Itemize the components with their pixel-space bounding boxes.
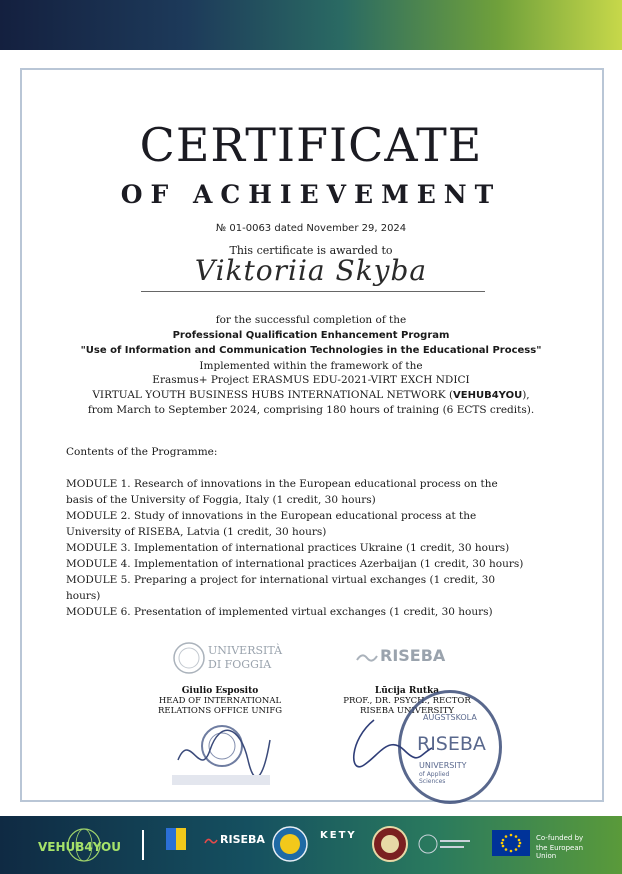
left-signatory-title-2: RELATIONS OFFICE UNIFG (157, 706, 283, 716)
footer-divider (142, 830, 144, 860)
riseba-wave-icon (356, 650, 378, 664)
right-signatory-name: Lūcija Rutka (374, 686, 440, 696)
module-item: MODULE 1. Research of innovations in the European educational process on the basis of the University of Foggia, Italy (1 credit, 30 hours) (66, 478, 498, 506)
riseba-footer-wave-icon (204, 836, 218, 846)
foggia-logo (172, 641, 283, 675)
program-name: "Use of Information and Communication Technologies in the Educational Process" (80, 345, 542, 356)
certificate-subtitle: OF ACHIEVEMENT (120, 180, 502, 209)
stamp-sub-3: Sciences (419, 778, 446, 785)
awarded-line: This certificate is awarded to (229, 244, 393, 257)
right-signatory-title-1: PROF., DR. PSYCH., RECTOR (343, 696, 471, 706)
foggia-logo-line1: UNIVERSITÀ (208, 644, 283, 657)
vehub4you-logo (38, 826, 130, 864)
left-signatory (140, 686, 300, 716)
body-line-7: from March to September 2024, comprising 180 hours of training (6 ECTS credits). (87, 404, 535, 416)
footer-logo-vehub: VEHUB4YOU (38, 840, 121, 854)
rector-signature (344, 710, 434, 780)
riseba-logo (356, 646, 456, 670)
foggia-stamp-signature (170, 720, 280, 792)
stamp-top-text: AUGSTSKOLA (423, 713, 477, 722)
program-title: Professional Qualification Enhancement Program (172, 329, 450, 341)
left-signatory-name: Giulio Esposito (181, 686, 259, 696)
eu-flag-icon (492, 830, 530, 856)
right-signatory-title-2: RISEBA UNIVERSITY (359, 706, 455, 716)
body-line-1: for the successful completion of the (215, 314, 407, 326)
certificate-frame (20, 68, 604, 802)
foggia-logo-line2: DI FOGGIA (208, 658, 272, 671)
certificate-title: CERTIFICATE (139, 118, 483, 172)
module-item: MODULE 6. Presentation of implemented virtual exchanges (1 credit, 30 hours) (66, 606, 493, 618)
module-item: MODULE 5. Preparing a project for international virtual exchanges (1 credit, 30 hours) (66, 574, 496, 602)
riseba-logo-text: RISEBA (380, 646, 446, 665)
modules-list (66, 476, 526, 620)
stamp-main-text: RISEBA (417, 733, 486, 755)
module-item: MODULE 2. Study of innovations in the European educational process at the University of RISEBA, Latvia (1 credit, 30 hours) (66, 510, 477, 538)
recipient-underline (141, 291, 485, 292)
eu-line-2: the European Union (536, 844, 584, 860)
stamp-sub-1: UNIVERSITY (419, 761, 467, 770)
left-signatory-title-1: HEAD OF INTERNATIONAL (158, 696, 282, 706)
top-decorative-band (0, 0, 622, 50)
certificate-number: № 01-0063 dated November 29, 2024 (215, 223, 407, 234)
foggia-footer-logo (418, 832, 474, 856)
recipient-name: Viktoriia Skyba (194, 254, 428, 287)
module-item: MODULE 4. Implementation of international practices Azerbaijan (1 credit, 30 hours) (66, 558, 524, 570)
eu-line-1: Co-funded by (536, 834, 584, 842)
kety-logo (320, 830, 366, 854)
module-item: MODULE 3. Implementation of international practices Ukraine (1 credit, 30 hours) (66, 542, 510, 554)
body-line-4: Implemented within the framework of the (199, 359, 423, 372)
body-line-6: VIRTUAL YOUTH BUSINESS HUBS INTERNATIONAL NETWORK (VEHUB4YOU), (92, 388, 530, 401)
ukraine-university-logo (164, 826, 190, 856)
certificate-body (0, 313, 622, 418)
azerbaijan-university-seal (272, 826, 308, 862)
university-crest-seal (372, 826, 408, 862)
contents-heading: Contents of the Programme: (66, 446, 218, 458)
riseba-footer-logo (204, 832, 264, 852)
footer-logo-kety: KETY (320, 830, 357, 841)
body-line-5: Erasmus+ Project ERASMUS EDU-2021-VIRT EXCH NDICI (152, 374, 470, 386)
eu-cofunded-logo (492, 828, 602, 862)
foggia-seal-icon (172, 641, 206, 675)
footer-logo-riseba: RISEBA (220, 833, 265, 846)
stamp-sub-2: of Applied (419, 771, 450, 778)
